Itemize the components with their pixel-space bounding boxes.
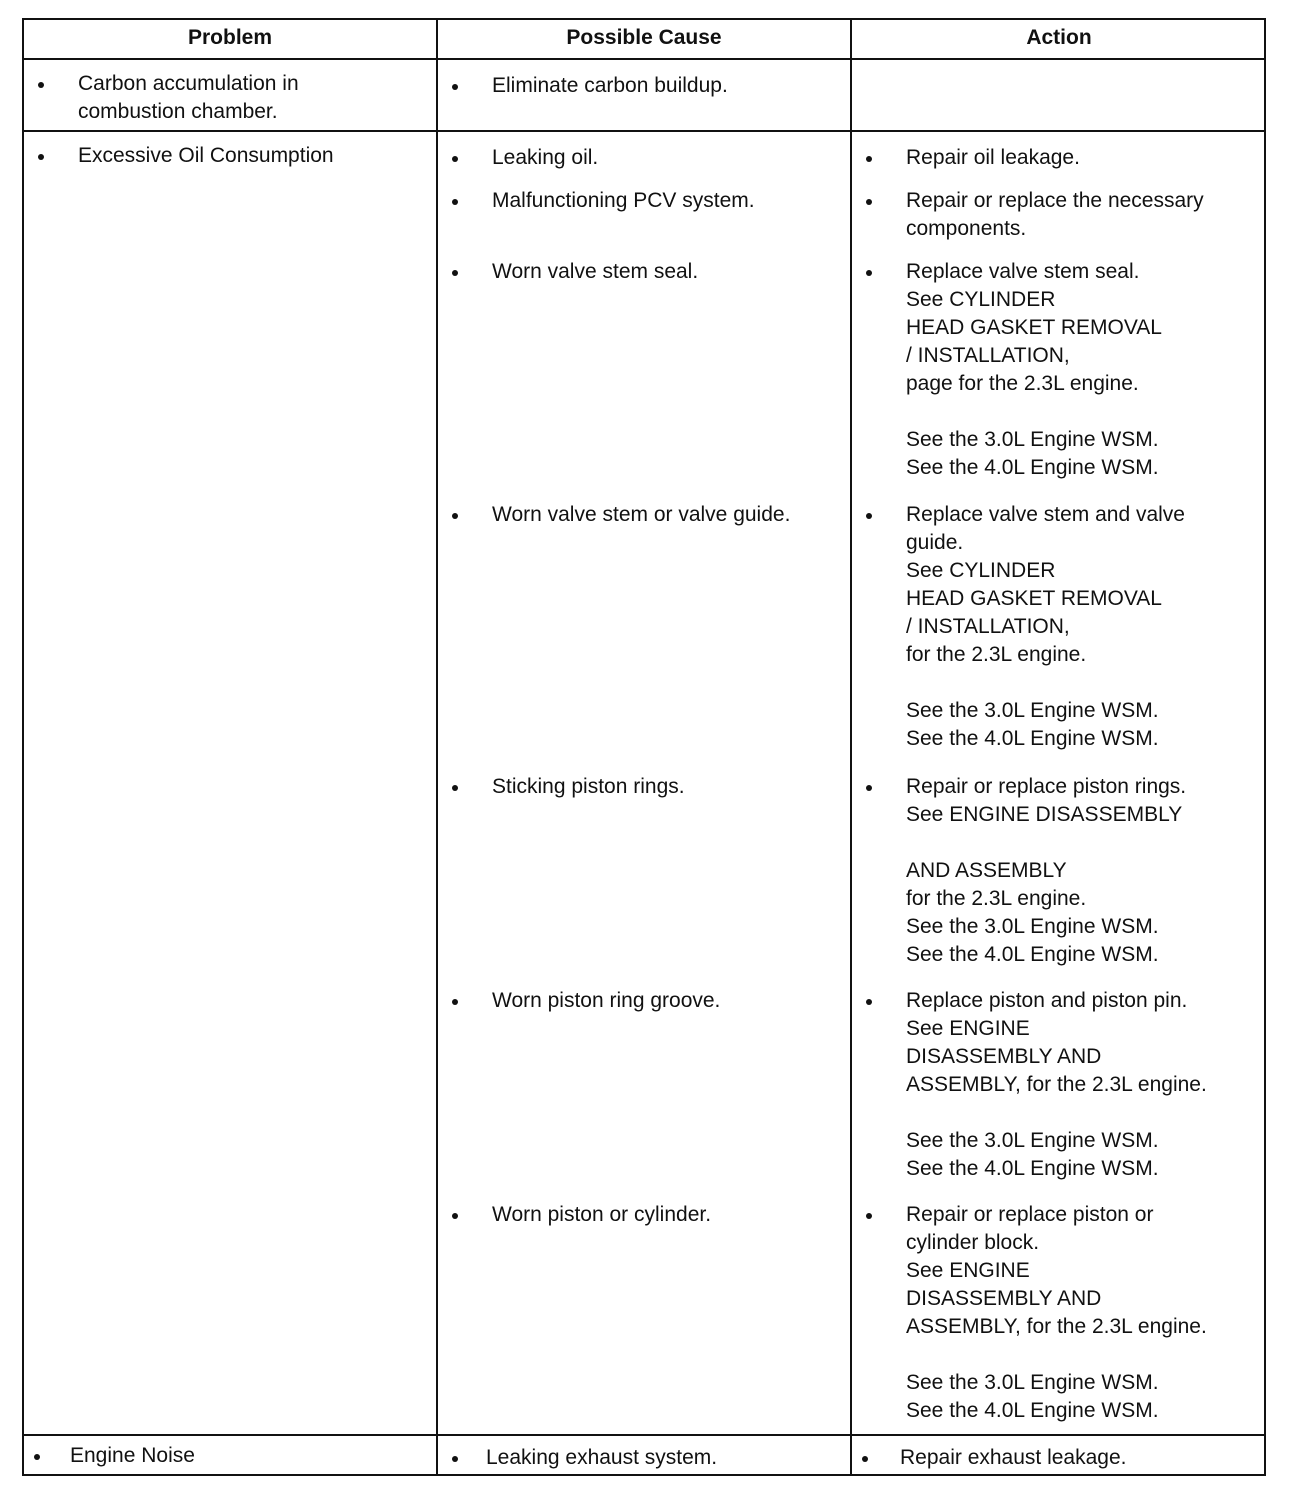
problem-text: Carbon accumulation in combustion chamber. [78, 72, 299, 123]
header-problem: Problem [187, 26, 273, 49]
action-text: Replace valve stem and valve guide. See CYLINDER HEAD GASKET REMOVAL / INSTALLATION, for the 2.3L engine. See the 3.0L Engine WSM. See the 4.0L Engine WSM. [906, 503, 1185, 750]
cause-text: Worn valve stem seal. [492, 260, 699, 283]
troubleshooting-table [22, 18, 1266, 1476]
action-text: Repair or replace the necessary components. [906, 189, 1204, 240]
bullet-icon [862, 1456, 868, 1462]
cause-text: Leaking oil. [492, 146, 599, 169]
action-text: Repair exhaust leakage. [900, 1446, 1127, 1469]
bullet-icon [34, 1454, 40, 1460]
bullet-icon [866, 785, 872, 791]
bullet-icon [452, 785, 458, 791]
cause-text: Leaking exhaust system. [486, 1446, 718, 1469]
problem-text: Engine Noise [70, 1444, 195, 1467]
action-text: Repair oil leakage. [906, 146, 1080, 169]
bullet-icon [866, 156, 872, 162]
cause-text: Eliminate carbon buildup. [492, 74, 728, 97]
cause-text: Malfunctioning PCV system. [492, 189, 755, 212]
cause-text: Worn piston or cylinder. [492, 1203, 712, 1226]
bullet-icon [452, 999, 458, 1005]
header-cause: Possible Cause [566, 26, 722, 49]
action-text: Replace piston and piston pin. See ENGINE DISASSEMBLY AND ASSEMBLY, for the 2.3L engine. See the 3.0L Engine WSM. See the 4.0L Engine WSM. [906, 989, 1207, 1180]
bullet-icon [452, 1213, 458, 1219]
bullet-icon [452, 1456, 458, 1462]
bullet-icon [452, 199, 458, 205]
bullet-icon [38, 82, 44, 88]
action-text: Replace valve stem seal. See CYLINDER HEAD GASKET REMOVAL / INSTALLATION, page for the 2.3L engine. See the 3.0L Engine WSM. See the 4.0L Engine WSM. [906, 260, 1162, 479]
problem-text: Excessive Oil Consumption [78, 144, 334, 167]
cause-text: Worn piston ring groove. [492, 989, 721, 1012]
bullet-icon [866, 199, 872, 205]
bullet-icon [452, 84, 458, 90]
header-divider [24, 58, 1264, 60]
bullet-icon [866, 1213, 872, 1219]
cause-text: Worn valve stem or valve guide. [492, 503, 791, 526]
column-divider [436, 20, 438, 1474]
action-text: Repair or replace piston or cylinder block. See ENGINE DISASSEMBLY AND ASSEMBLY, for the 2.3L engine. See the 3.0L Engine WSM. See the 4.0L Engine WSM. [906, 1203, 1207, 1422]
bullet-icon [452, 270, 458, 276]
bullet-icon [866, 999, 872, 1005]
row-divider [24, 130, 1264, 132]
cause-text: Sticking piston rings. [492, 775, 685, 798]
bullet-icon [866, 270, 872, 276]
action-text: Repair or replace piston rings. See ENGINE DISASSEMBLY AND ASSEMBLY for the 2.3L engine. See the 3.0L Engine WSM. See the 4.0L Engine WSM. [906, 775, 1187, 966]
header-action: Action [1026, 26, 1092, 49]
bullet-icon [866, 513, 872, 519]
bullet-icon [38, 154, 44, 160]
bullet-icon [452, 513, 458, 519]
row-divider [24, 1434, 1264, 1436]
column-divider [850, 20, 852, 1474]
bullet-icon [452, 156, 458, 162]
